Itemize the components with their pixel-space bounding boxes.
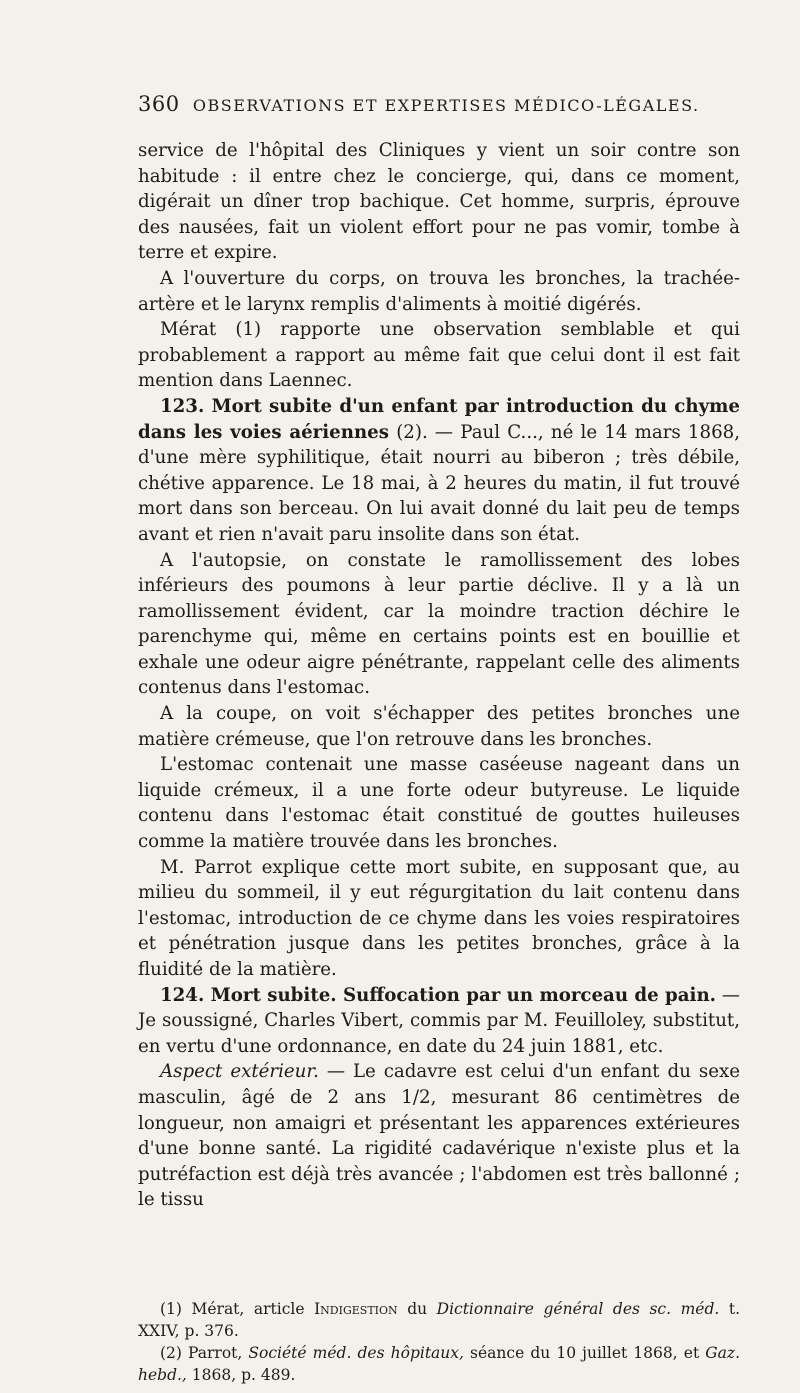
section-heading-123: 123. Mort subite d'un enfant par introduction du chyme dans les voies aériennes	[138, 395, 740, 443]
footnote-1-source: Dictionnaire général des sc. méd.	[436, 1300, 720, 1318]
paragraph-123-text: (2). — Paul C..., né le 14 mars 1868, d'une mère syphilitique, était nourri au biberon ; très débile, chétive apparence. Le 18 mai, à 2 heures du matin, il fut trouvé mort dans son berceau. On lui avait donné du lait peu de temps avant et rien n'avait paru insolite dans son état.	[138, 421, 740, 545]
subheading-aspect: Aspect extérieur.	[160, 1061, 319, 1083]
paragraph-aspect	[138, 1059, 740, 1213]
footnote-2-source-2: Gaz. hebd.,	[138, 1344, 740, 1384]
body-text	[138, 138, 740, 1213]
footnote-2-source: Société méd. des hôpitaux,	[248, 1344, 464, 1362]
footnote-1-article: Indigestion	[314, 1300, 398, 1318]
footnote-1	[138, 1298, 740, 1342]
paragraph-124-text: — Je soussigné, Charles Vibert, commis par M. Feuilloley, substitut, en vertu d'une ordonnance, en date du 24 juin 1881, etc.	[138, 984, 740, 1057]
footnote-1-text-2: du	[397, 1300, 437, 1318]
section-heading-124: 124. Mort subite. Suffocation par un morceau de pain.	[160, 984, 716, 1006]
footnote-2	[138, 1342, 740, 1386]
paragraph-2: A l'ouverture du corps, on trouva les bronches, la trachée-artère et le larynx remplis d'aliments à moitié digérés.	[138, 267, 740, 315]
running-head	[138, 92, 698, 122]
footnote-2-text-3: 1868, p. 489.	[186, 1366, 296, 1384]
paragraph-parrot: M. Parrot explique cette mort subite, en supposant que, au milieu du sommeil, il y eut régurgitation du lait contenu dans l'estomac, introduction de ce chyme dans les voies respiratoires et pénétration jusque dans les petites bronches, grâce à la fluidité de la matière.	[138, 856, 740, 980]
page-number: 360	[138, 92, 180, 116]
paragraph-aspect-text: — Le cadavre est celui d'un enfant du sexe masculin, âgé de 2 ans 1/2, mesurant 86 centimètres de longueur, non amaigri et présentant les apparences extérieures d'une bonne santé. La rigidité cadavérique n'existe plus et la putréfaction est déjà très avancée ; l'abdomen est très ballonné ; le tissu	[138, 1061, 740, 1211]
footnote-2-text-2: séance du 10 juillet 1868, et	[463, 1344, 706, 1362]
footnote-2-text: (2) Parrot,	[160, 1344, 249, 1362]
paragraph-coupe: A la coupe, on voit s'échapper des petites bronches une matière crémeuse, que l'on retrouve dans les bronches.	[138, 703, 740, 750]
paragraph-autopsie: A l'autopsie, on constate le ramollissement des lobes inférieurs des poumons à leur partie déclive. Il y a là un ramollissement évident, car la moindre traction déchire le parenchyme qui, même en certains points est en bouillie et exhale une odeur aigre pénétrante, rappelant celle des aliments contenus dans l'estomac.	[138, 549, 740, 699]
paragraph-estomac: L'estomac contenait une masse caséeuse nageant dans un liquide crémeux, il a une forte odeur butyreuse. Le liquide contenu dans l'estomac était constitué de gouttes huileuses comme la matière trouvée dans les bronches.	[138, 754, 740, 853]
paragraph-124	[138, 983, 740, 1060]
paragraph-3: Mérat (1) rapporte une observation semblable et qui probablement a rapport au même fait que celui dont il est fait mention dans Laennec.	[138, 319, 740, 392]
paragraph-123	[138, 394, 740, 548]
footnote-1-text: (1) Mérat, article	[160, 1300, 315, 1318]
footnotes	[138, 1298, 740, 1386]
footnote-1-text-3: t. XXIV, p. 376.	[138, 1300, 741, 1340]
running-title: OBSERVATIONS ET EXPERTISES MÉDICO-LÉGALES.	[192, 96, 700, 115]
paragraph-1: service de l'hôpital des Cliniques y vient un soir contre son habitude : il entre chez le concierge, qui, dans ce moment, digérait un dîner trop bachique. Cet homme, surpris, éprouve des nausées, fait un violent effort pour ne pas vomir, tombe à terre et expire.	[138, 140, 740, 264]
